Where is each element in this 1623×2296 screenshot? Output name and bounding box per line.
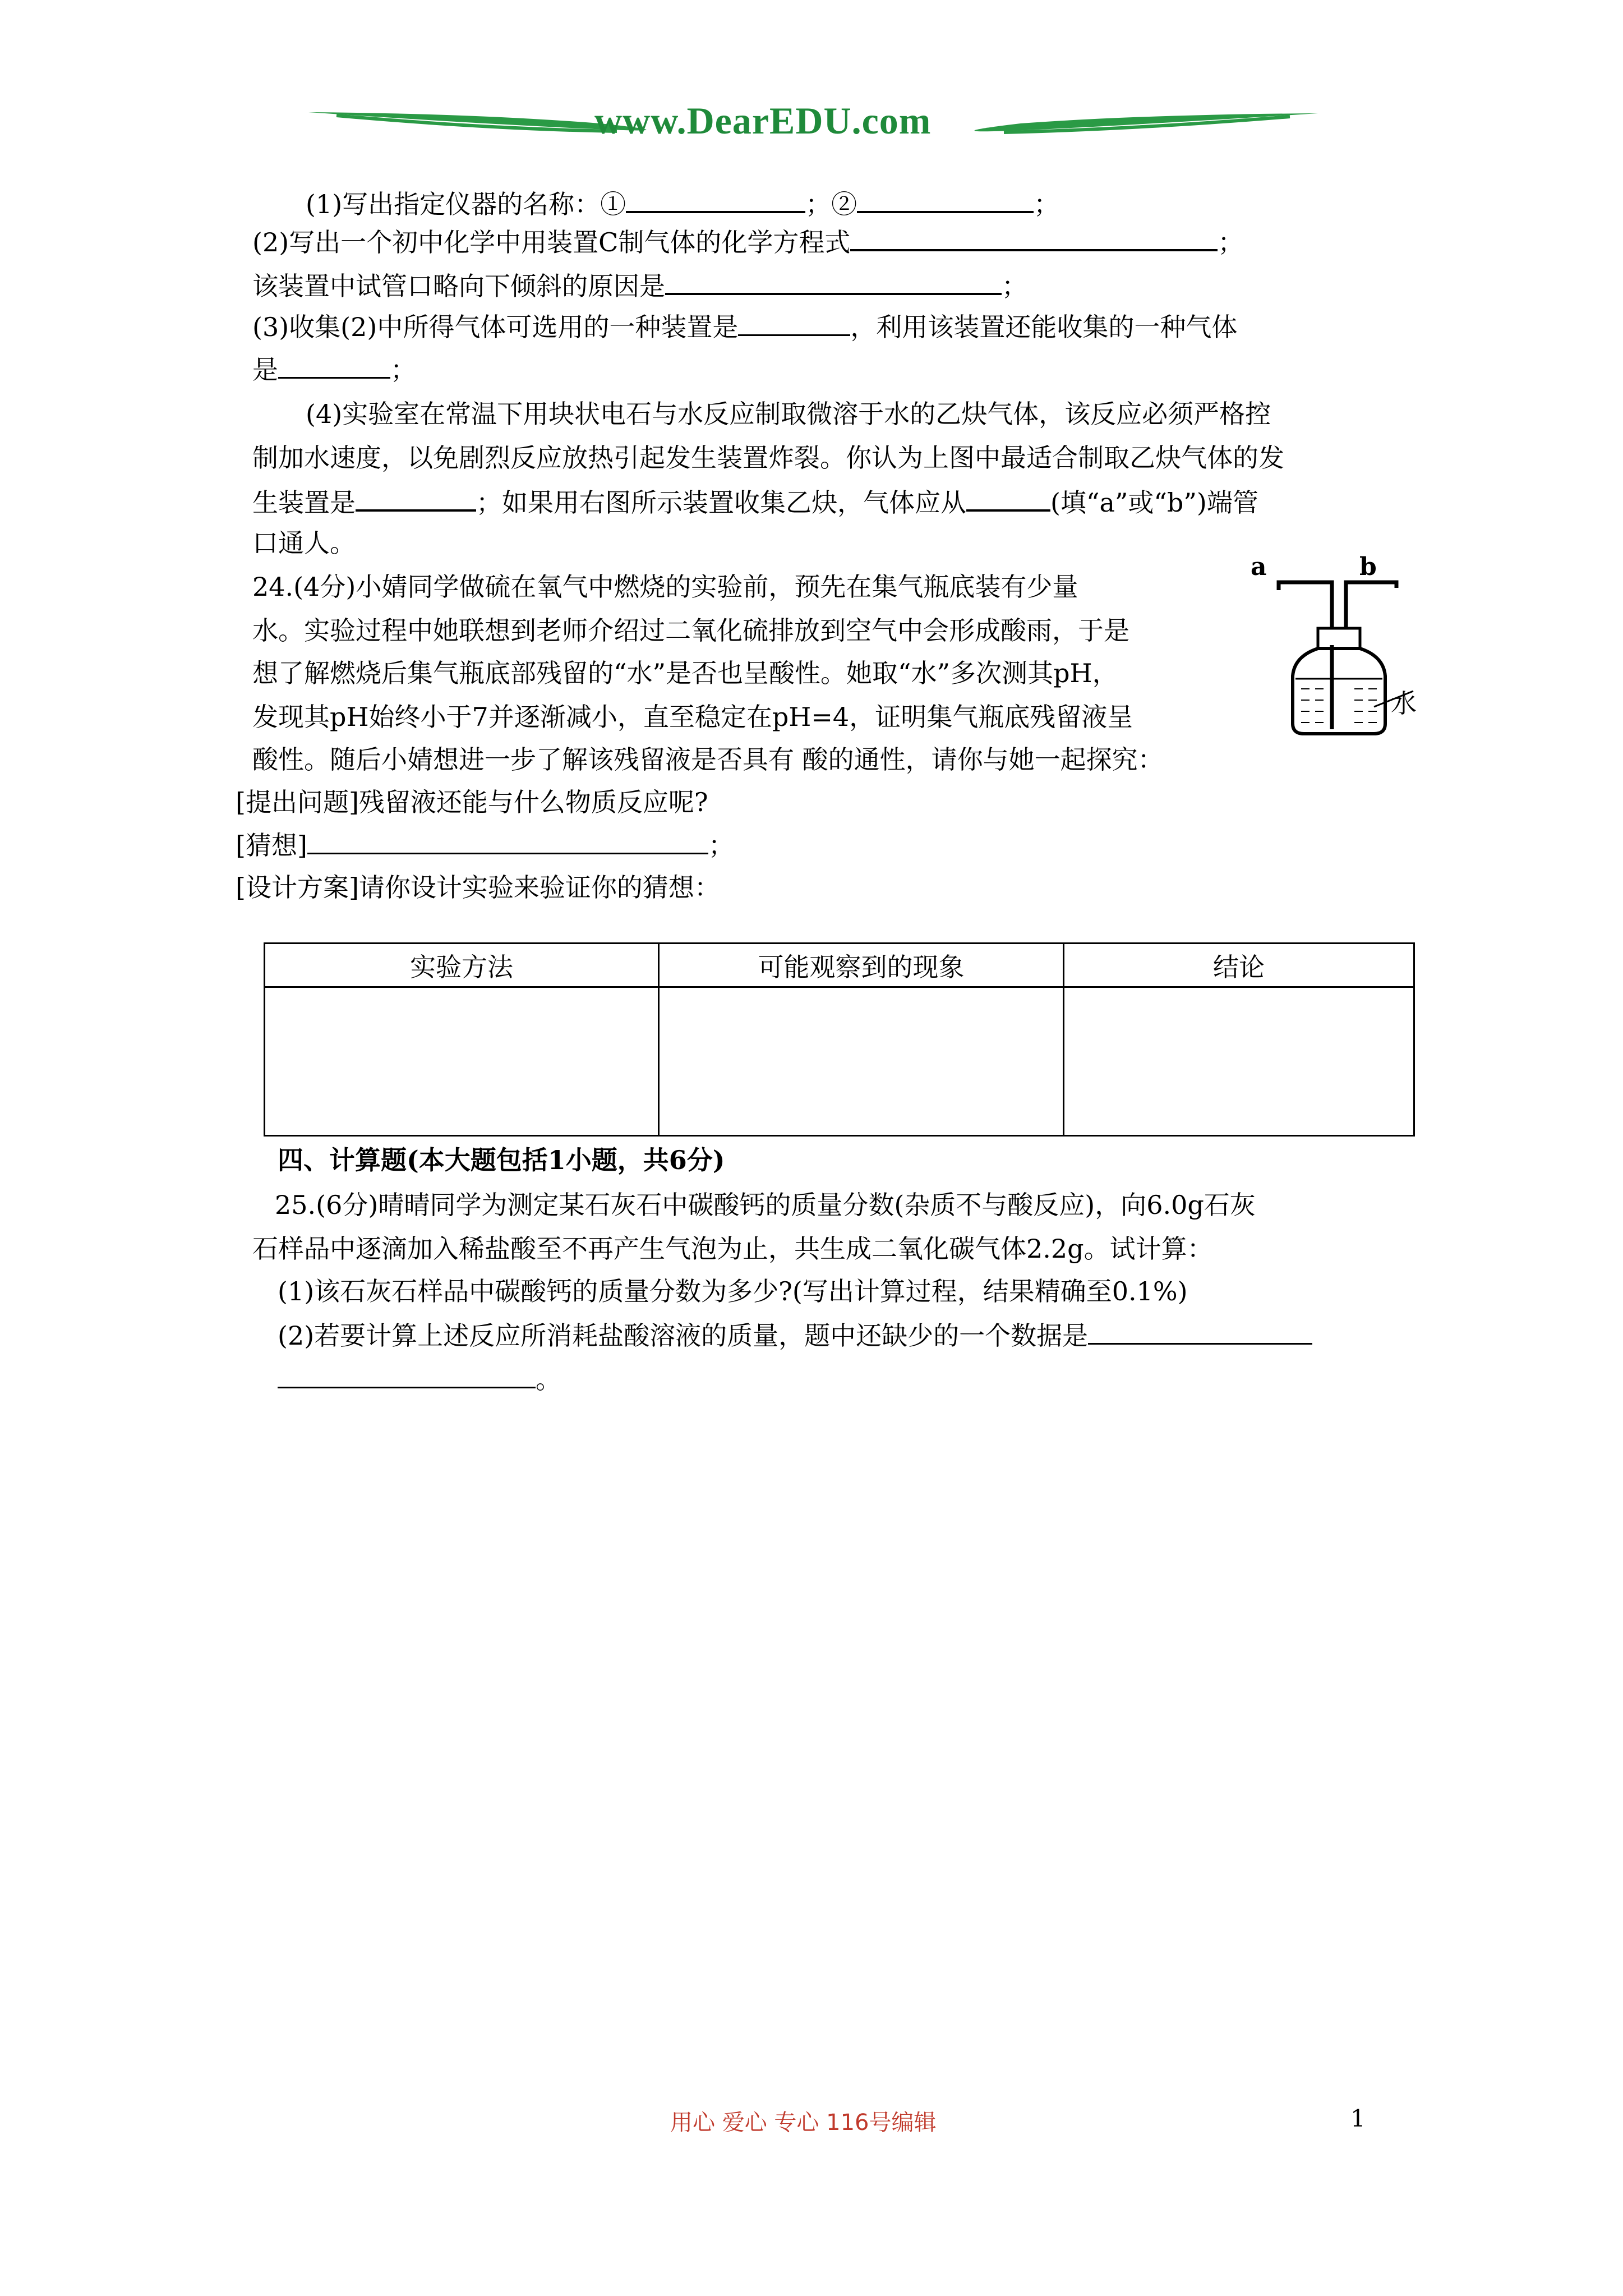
q23-p3-text-a: (3)收集(2)中所得气体可选用的一种装置是	[252, 312, 739, 342]
q24-question: [提出问题]残留液还能与什么物质反应呢?	[236, 787, 708, 817]
q25-line5	[278, 1362, 561, 1396]
q24-line3: 想了解燃烧后集气瓶底部残留的“水”是否也呈酸性。她取“水”多次测其pH，	[252, 658, 1118, 688]
q25-line2: 石样品中逐滴加入稀盐酸至不再产生气泡为止，共生成二氧化碳气体2.2g。试计算：	[252, 1234, 1213, 1264]
q23-p4-text-e: (填“a”或“b”)端管	[1050, 487, 1258, 518]
answer-blank	[738, 310, 850, 336]
table-cell-method[interactable]	[265, 987, 659, 1136]
q23-part4-line4: 口通人。	[252, 528, 356, 558]
tube-label-a: a	[1251, 553, 1267, 581]
q23-part1	[306, 186, 1059, 221]
q23-part4-line3	[252, 485, 1258, 519]
q23-p2-text-c: 该装置中试管口略向下倾斜的原因是	[252, 271, 665, 301]
q24-guess-label: [猜想]	[236, 830, 307, 861]
q23-p2-text-b: ；	[1218, 227, 1244, 257]
q25-line1: 25.(6分)晴晴同学为测定某石灰石中碳酸钙的质量分数(杂质不与酸反应)，向6.0g石灰	[275, 1190, 1256, 1220]
answer-blank	[626, 186, 805, 213]
q23-p2-text-a: (2)写出一个初中化学中用装置C制气体的化学方程式	[252, 227, 851, 257]
answer-blank	[356, 485, 476, 512]
q23-p1-text-b: ；②	[805, 189, 857, 219]
answer-blank	[665, 268, 1002, 295]
q25-line5-end: 。	[536, 1364, 561, 1395]
answer-blank	[278, 1362, 536, 1388]
q25-line3: (1)该石灰石样品中碳酸钙的质量分数为多少?(写出计算过程，结果精确至0.1%)	[278, 1276, 1188, 1306]
answer-blank	[307, 828, 708, 854]
q23-part2-line1	[252, 224, 1243, 259]
tube-label-b: b	[1359, 553, 1377, 581]
q23-part3-line1	[252, 310, 1237, 344]
answer-blank	[1088, 1318, 1312, 1345]
q24-line2: 水。实验过程中她联想到老师介绍过二氧化硫排放到空气中会形成酸雨，于是	[252, 615, 1129, 646]
table-cell-conclusion[interactable]	[1064, 987, 1414, 1136]
q23-p4-text-c: 生装置是	[252, 487, 356, 518]
answer-blank	[850, 224, 1218, 251]
q23-p3-text-b: ，利用该装置还能收集的一种气体	[850, 312, 1238, 342]
table-cell-observation[interactable]	[659, 987, 1064, 1136]
site-url: www.DearEDU.com	[594, 99, 932, 142]
answer-blank	[966, 485, 1050, 512]
page-number: 1	[1350, 2105, 1366, 2132]
q23-part4-line1: (4)实验室在常温下用块状电石与水反应制取微溶于水的乙炔气体，该反应必须严格控	[306, 399, 1271, 429]
q23-p2-text-d: ；	[1002, 271, 1027, 301]
water-label: 水	[1391, 688, 1417, 719]
q24-guess	[236, 828, 734, 862]
q24-design: [设计方案]请你设计实验来验证你的猜想：	[236, 872, 720, 903]
q25-line4-text: (2)若要计算上述反应所消耗盐酸溶液的质量，题中还缺少的一个数据是	[278, 1320, 1089, 1351]
q23-p4-text-d: ；如果用右图所示装置收集乙炔，气体应从	[476, 487, 966, 518]
q23-part3-line2	[252, 352, 416, 386]
experiment-table	[264, 942, 1415, 1137]
table-header-observation: 可能观察到的现象	[659, 944, 1064, 987]
table-row	[265, 987, 1414, 1136]
answer-blank	[278, 352, 390, 379]
q25-line4	[278, 1318, 1312, 1352]
q23-part2-line2	[252, 268, 1027, 303]
q23-p1-text-a: (1)写出指定仪器的名称：①	[306, 189, 626, 219]
answer-blank	[857, 186, 1034, 213]
table-header-method: 实验方法	[265, 944, 659, 987]
q24-line4: 发现其pH始终小于7并逐渐减小，直至稳定在pH=4，证明集气瓶底残留液呈	[252, 702, 1133, 732]
table-header-conclusion: 结论	[1064, 944, 1414, 987]
q23-part4-line2: 制加水速度，以免剧烈反应放热引起发生装置炸裂。你认为上图中最适合制取乙炔气体的发	[252, 443, 1284, 473]
section4-title: 四、计算题(本大题包括1小题，共6分)	[278, 1145, 725, 1175]
q23-p1-text-c: ；	[1034, 189, 1060, 219]
footer-text: 用心 爱心 专心 116号编辑	[670, 2110, 937, 2136]
q24-line1: 24.(4分)小婧同学做硫在氧气中燃烧的实验前，预先在集气瓶底装有少量	[252, 572, 1078, 602]
table-header-row	[265, 944, 1414, 987]
q23-p3-text-d: ；	[390, 355, 416, 385]
q24-guess-end: ；	[708, 830, 734, 861]
q24-line5: 酸性。随后小婧想进一步了解该残留液是否具有 酸的通性，请你与她一起探究：	[252, 744, 1164, 775]
q23-p3-text-c: 是	[252, 355, 278, 385]
